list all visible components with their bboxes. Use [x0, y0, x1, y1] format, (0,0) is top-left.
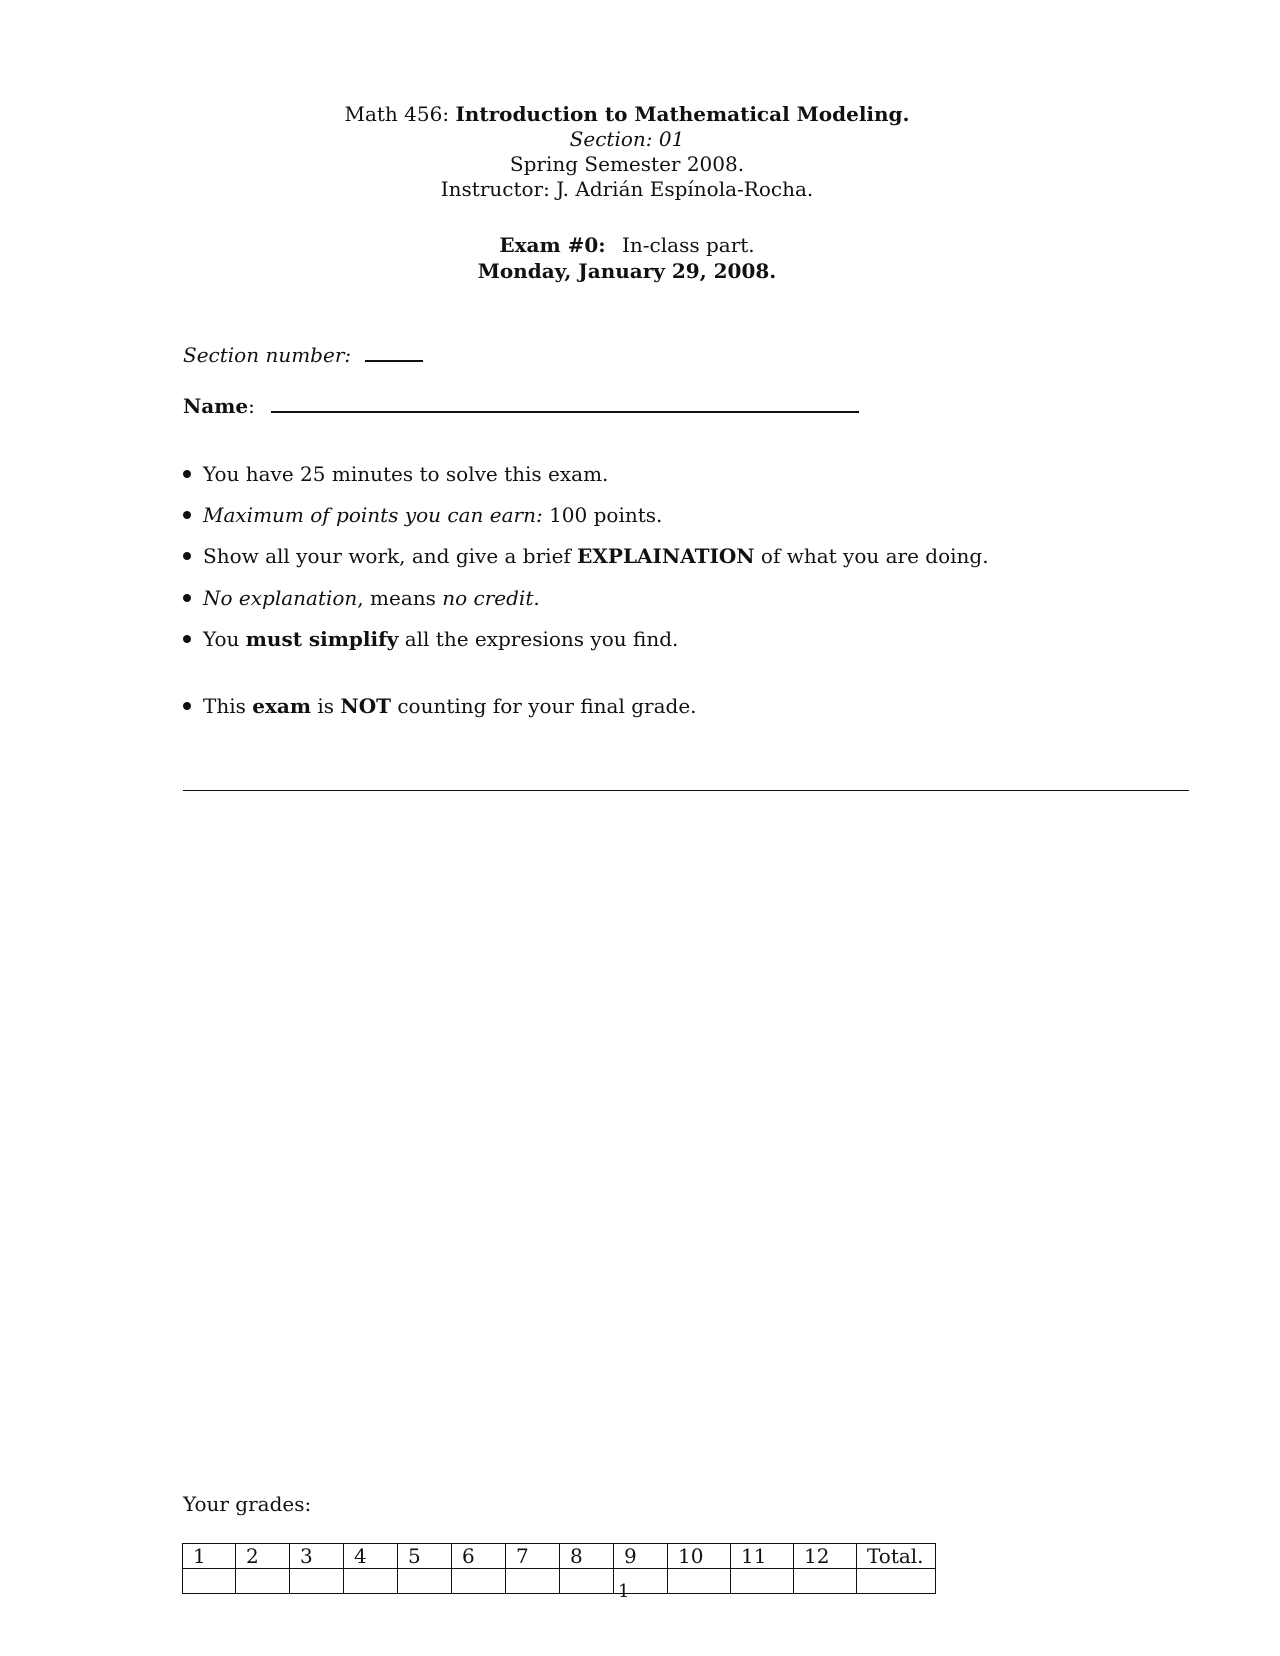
grade-col-header: 3 — [290, 1544, 344, 1569]
name-label: Name — [183, 394, 249, 418]
grade-col-header: 4 — [344, 1544, 398, 1569]
grade-cell[interactable] — [183, 1569, 236, 1594]
grade-col-header: 10 — [668, 1544, 731, 1569]
name-blank[interactable] — [271, 393, 859, 413]
grade-cell[interactable] — [506, 1569, 560, 1594]
grade-cell[interactable] — [731, 1569, 794, 1594]
page-number: 1 — [618, 1581, 630, 1602]
grade-cell[interactable] — [290, 1569, 344, 1594]
bullet-icon — [183, 594, 191, 602]
grade-cell[interactable] — [668, 1569, 731, 1594]
grade-cell[interactable] — [452, 1569, 506, 1594]
grade-cell-total[interactable] — [857, 1569, 936, 1594]
bullet-icon — [183, 470, 191, 478]
course-header — [0, 102, 1254, 202]
grade-col-header: 12 — [794, 1544, 857, 1569]
exam-part: In-class part. — [622, 233, 755, 257]
instruction-item: Maximum of points you can earn: 100 points. — [183, 503, 662, 527]
grade-col-header-total: Total. — [857, 1544, 936, 1569]
grade-cell[interactable] — [560, 1569, 614, 1594]
grade-col-header: 2 — [236, 1544, 290, 1569]
grades-label: Your grades: — [183, 1492, 312, 1516]
grades-table — [182, 1543, 936, 1594]
grade-col-header: 5 — [398, 1544, 452, 1569]
exam-title-block — [0, 232, 1254, 284]
instruction-item: You have 25 minutes to solve this exam. — [183, 462, 608, 486]
name-colon: : — [248, 394, 255, 418]
course-title: Introduction to Mathematical Modeling. — [455, 102, 910, 126]
grade-cell[interactable] — [398, 1569, 452, 1594]
grade-col-header: 7 — [506, 1544, 560, 1569]
grades-score-row — [183, 1569, 936, 1594]
bullet-icon — [183, 635, 191, 643]
bullet-icon — [183, 552, 191, 560]
instructor-line: Instructor: J. Adrián Espínola-Rocha. — [440, 177, 814, 201]
section-number-label: Section number: — [183, 343, 352, 367]
instruction-item: No explanation, means no credit. — [183, 586, 540, 610]
section-number-field — [183, 342, 423, 367]
exam-label: Exam #0: — [499, 233, 606, 257]
section-line: Section: 01 — [569, 127, 685, 151]
grade-col-header: 6 — [452, 1544, 506, 1569]
instruction-item: You must simplify all the expresions you find. — [183, 627, 678, 651]
grade-cell[interactable] — [794, 1569, 857, 1594]
name-field — [183, 393, 859, 418]
instruction-item: Show all your work, and give a brief EXPLAINATION of what you are doing. — [183, 544, 989, 568]
grade-col-header: 1 — [183, 1544, 236, 1569]
section-number-blank[interactable] — [365, 342, 423, 362]
grade-col-header: 11 — [731, 1544, 794, 1569]
grade-col-header: 9 — [614, 1544, 668, 1569]
grades-header-row — [183, 1544, 936, 1569]
course-prefix: Math 456: — [344, 102, 450, 126]
instruction-item: This exam is NOT counting for your final grade. — [183, 694, 697, 718]
bullet-icon — [183, 702, 191, 710]
bullet-icon — [183, 511, 191, 519]
exam-date: Monday, January 29, 2008. — [477, 259, 777, 283]
grade-cell[interactable] — [236, 1569, 290, 1594]
grade-cell[interactable] — [344, 1569, 398, 1594]
grade-col-header: 8 — [560, 1544, 614, 1569]
semester-line: Spring Semester 2008. — [509, 152, 745, 176]
horizontal-divider — [183, 790, 1189, 791]
